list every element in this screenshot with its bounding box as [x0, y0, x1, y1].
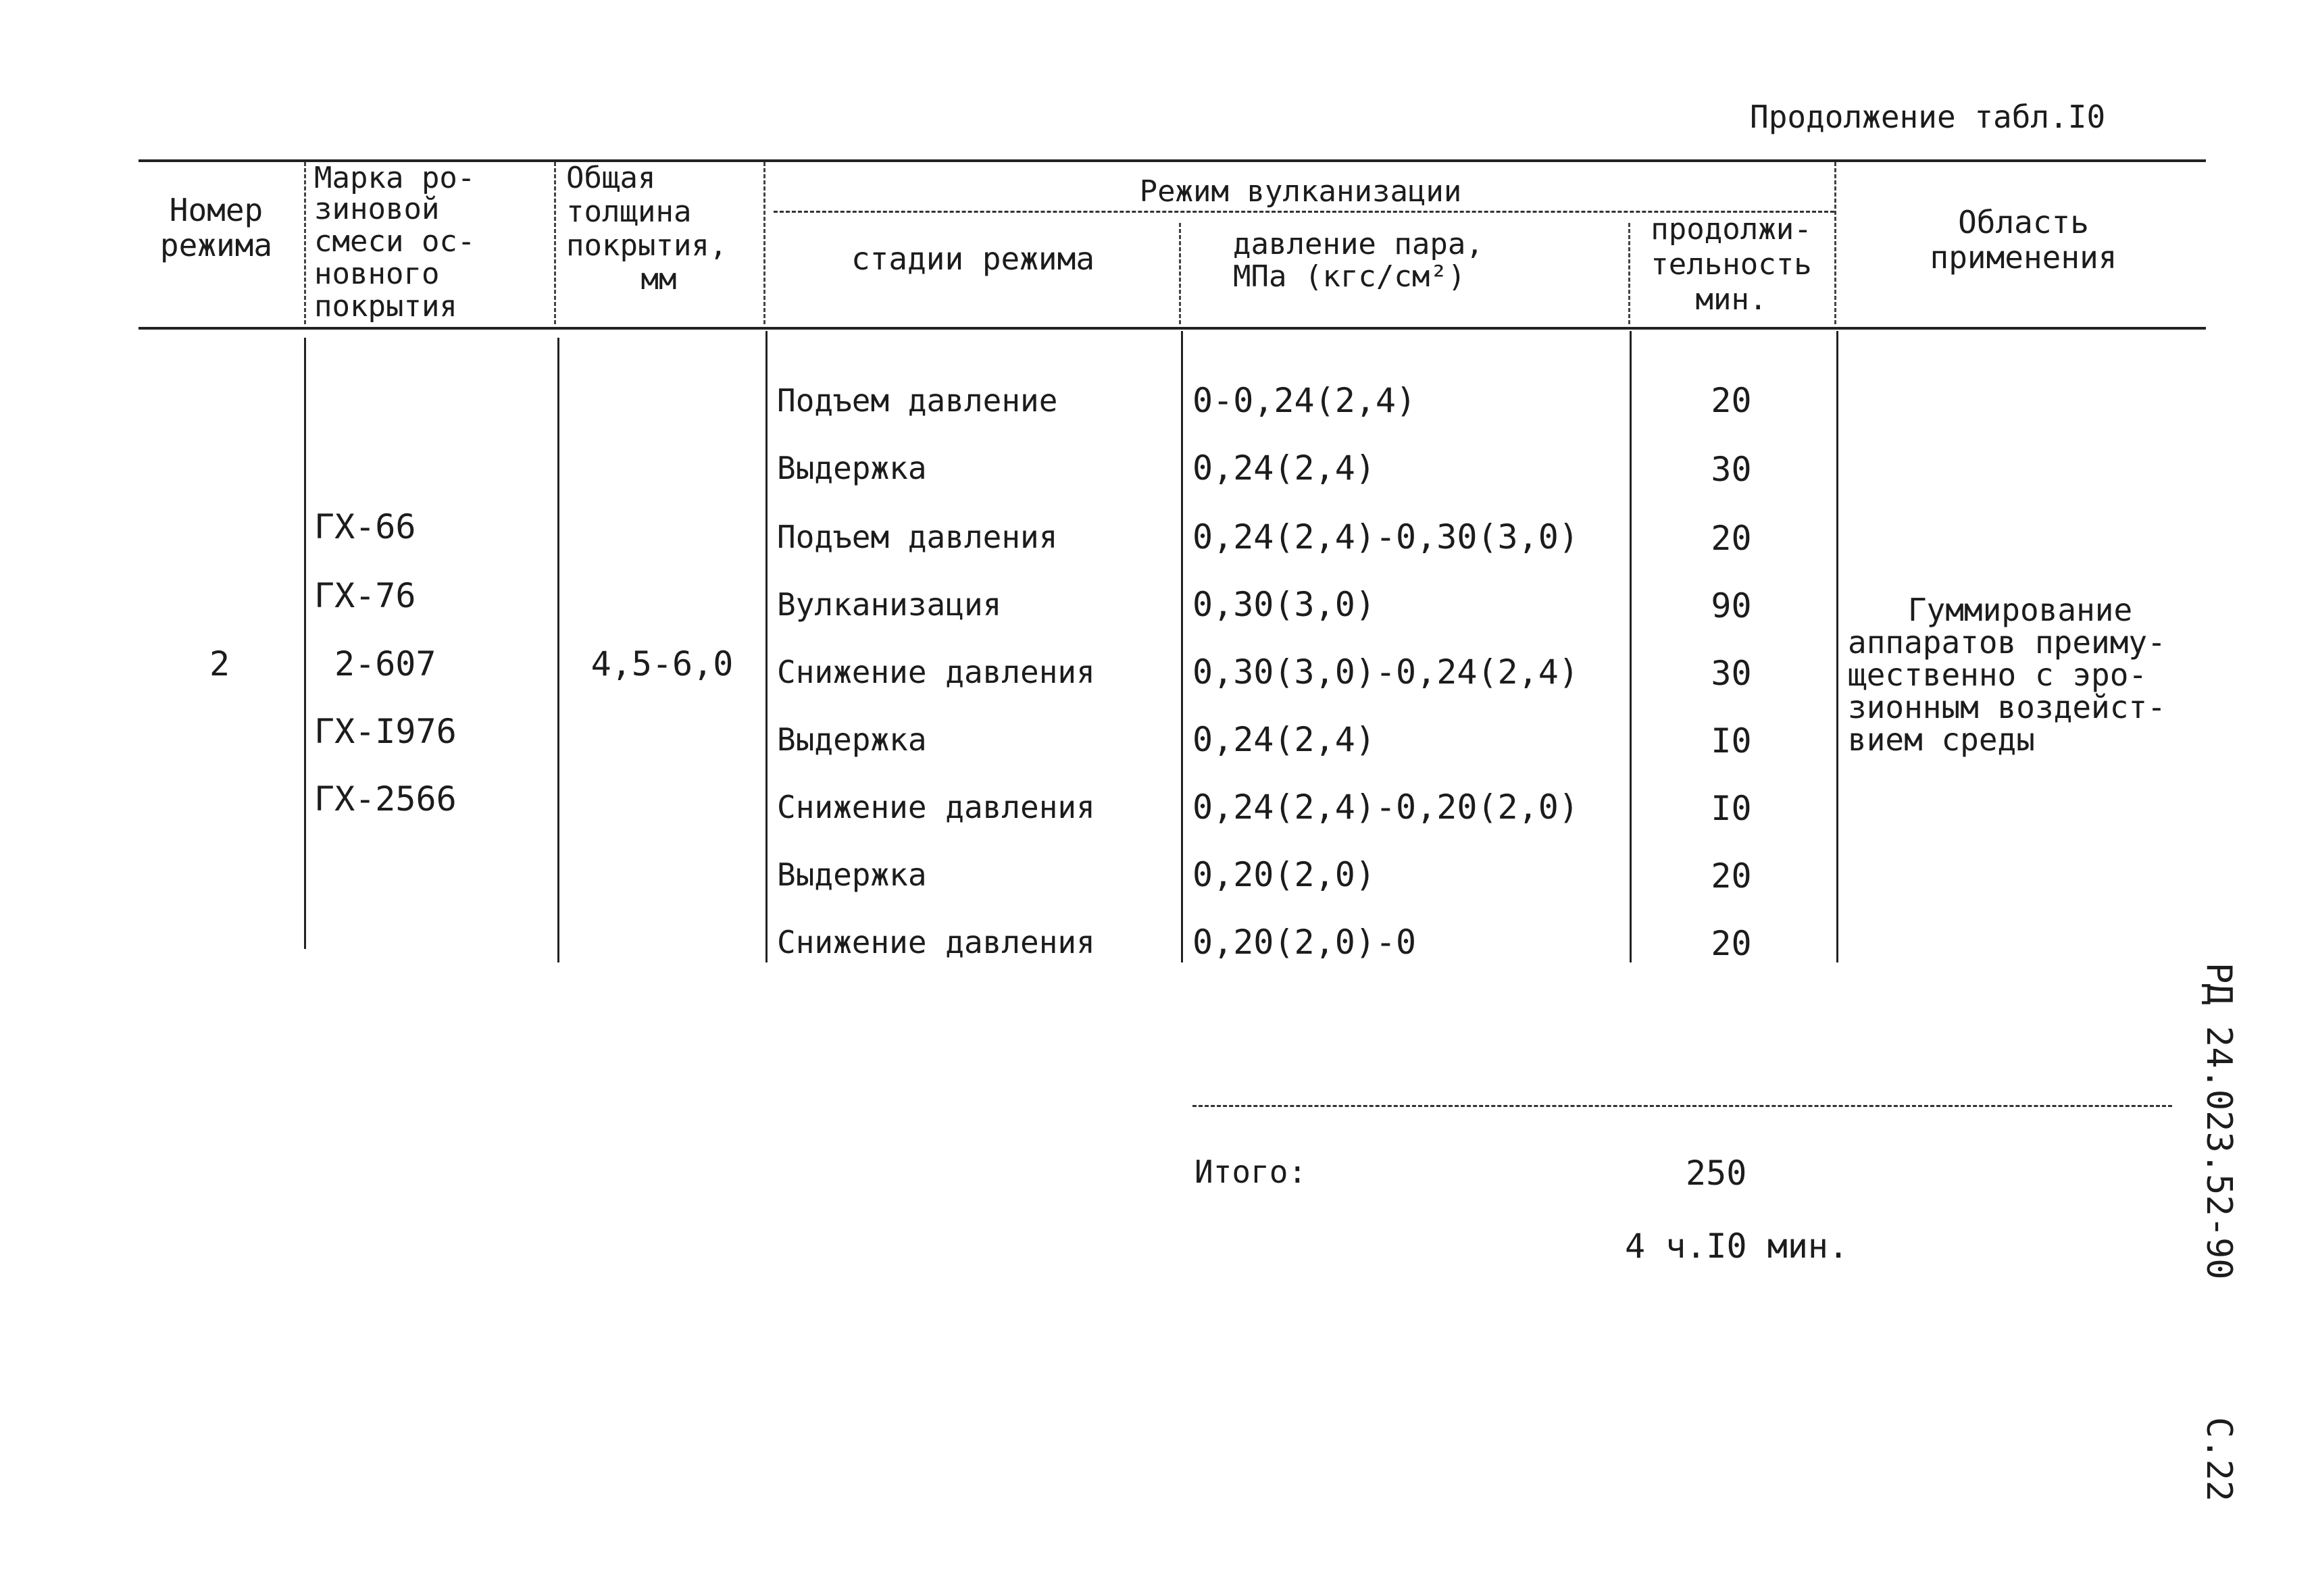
body-sep-1 — [304, 338, 306, 949]
body-sep-2 — [557, 338, 559, 962]
header-pressure-line-1: давление пара, — [1233, 227, 1484, 261]
header-brand-line-4: новного — [314, 257, 440, 291]
header-stages: стадии режима — [851, 240, 1095, 277]
header-area-line-1: Область — [1958, 204, 2089, 240]
stage-name: Подъем давление — [777, 382, 1058, 419]
header-bottom-rule — [139, 327, 2206, 330]
coating-thickness: 4,5-6,0 — [590, 644, 734, 684]
header-thickness-line-3: покрытия, — [566, 228, 728, 263]
header-pressure-line-2: МПа (кгс/см²) — [1233, 259, 1466, 294]
header-brand-line-5: покрытия — [314, 289, 457, 324]
body-sep-3 — [765, 331, 768, 962]
header-sep-2 — [554, 162, 556, 324]
header-brand-line-2: зиновой — [314, 192, 440, 226]
stage-name: Подъем давления — [777, 519, 1058, 555]
header-thickness-line-2: толщина — [566, 195, 692, 229]
brand-item: 2-607 — [334, 644, 436, 684]
stage-duration: 20 — [1711, 924, 1752, 963]
header-sep-3 — [763, 162, 765, 324]
total-value: 250 — [1686, 1154, 1747, 1193]
header-area-line-2: применения — [1930, 239, 2117, 276]
header-sep-1 — [304, 162, 306, 324]
page-number: С.22 — [2198, 1417, 2239, 1502]
total-dashed-rule — [1192, 1105, 2172, 1107]
header-duration-line-2: тельность — [1651, 247, 1812, 282]
stage-duration: 20 — [1711, 381, 1752, 420]
header-duration-line-3: мин. — [1695, 282, 1767, 317]
header-thickness-line-4: мм — [640, 262, 677, 297]
stage-pressure: 0,24(2,4) — [1192, 720, 1376, 759]
area-line-4: зионным воздейст- — [1848, 689, 2166, 725]
stage-pressure: 0,24(2,4)-0,20(2,0) — [1192, 788, 1579, 827]
header-brand-line-1: Марка ро- — [314, 161, 476, 195]
stage-duration: 20 — [1711, 856, 1752, 896]
body-sep-6 — [1836, 331, 1838, 962]
brand-item: ГХ-66 — [314, 507, 416, 546]
area-line-2: аппаратов преиму- — [1848, 624, 2166, 661]
stage-name: Выдержка — [777, 450, 927, 486]
total-label: Итого: — [1194, 1154, 1307, 1190]
stage-duration: 20 — [1711, 519, 1752, 558]
header-number-line-1: Номер — [169, 192, 263, 228]
header-sep-4 — [1179, 223, 1181, 324]
area-line-3: щественно с эро- — [1848, 657, 2148, 693]
stage-pressure: 0,30(3,0)-0,24(2,4) — [1192, 652, 1579, 692]
brand-item: ГХ-2566 — [314, 779, 457, 819]
header-number-line-2: режима — [159, 227, 273, 263]
stage-name: Снижение давления — [777, 924, 1095, 960]
area-line-1: Гуммирование — [1907, 592, 2133, 628]
stage-pressure: 0,20(2,0) — [1192, 855, 1376, 894]
stage-pressure: 0,20(2,0)-0 — [1192, 923, 1417, 962]
document-code: РД 24.023.52-90 — [2198, 962, 2239, 1280]
stage-duration: 30 — [1711, 450, 1752, 489]
stage-duration: I0 — [1711, 789, 1752, 828]
header-sep-6 — [1834, 162, 1836, 324]
stage-pressure: 0,30(3,0) — [1192, 585, 1376, 624]
header-sep-5 — [1628, 223, 1630, 324]
total-hours: 4 ч.I0 мин. — [1625, 1227, 1849, 1266]
header-group-title: Режим вулканизации — [1139, 174, 1462, 209]
brand-item: ГХ-I976 — [314, 712, 457, 751]
stage-pressure: 0,24(2,4) — [1192, 448, 1376, 488]
table-caption: Продолжение табл.I0 — [1750, 99, 2106, 135]
header-duration-line-1: продолжи- — [1651, 212, 1812, 247]
stage-name: Снижение давления — [777, 789, 1095, 825]
body-sep-4 — [1181, 331, 1183, 962]
stage-pressure: 0-0,24(2,4) — [1192, 381, 1417, 420]
stage-duration: I0 — [1711, 721, 1752, 761]
stage-name: Вулканизация — [777, 586, 1002, 623]
header-brand-line-3: смеси ос- — [314, 224, 476, 259]
header-thickness-line-1: Общая — [566, 161, 656, 195]
stage-name: Выдержка — [777, 721, 927, 758]
stage-name: Снижение давления — [777, 654, 1095, 690]
brand-item: ГХ-76 — [314, 576, 416, 615]
stage-duration: 30 — [1711, 654, 1752, 693]
stage-duration: 90 — [1711, 586, 1752, 625]
stage-pressure: 0,24(2,4)-0,30(3,0) — [1192, 517, 1579, 557]
mode-number: 2 — [209, 644, 230, 684]
area-line-5: вием среды — [1848, 721, 2035, 758]
stage-name: Выдержка — [777, 856, 927, 893]
